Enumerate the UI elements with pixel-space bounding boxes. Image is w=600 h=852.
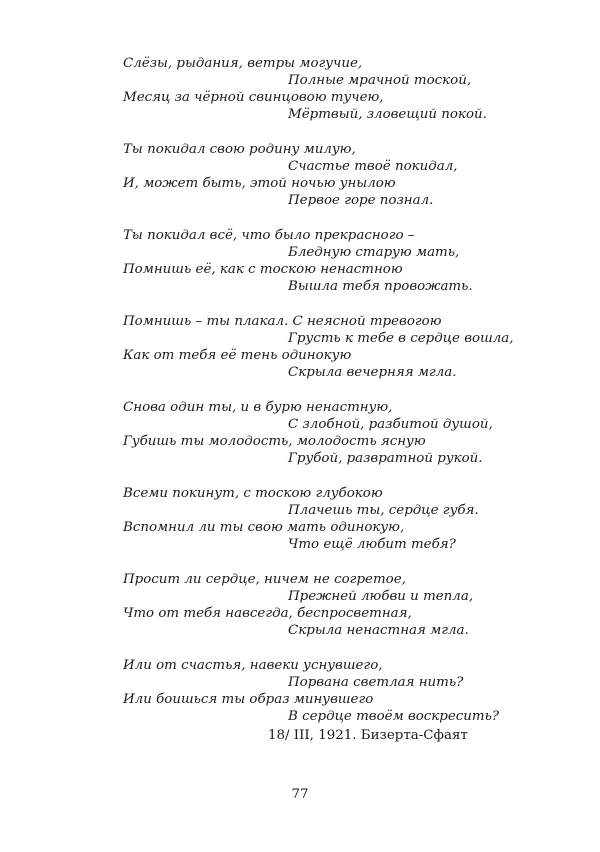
poem-line: Полные мрачной тоской, <box>288 73 472 88</box>
poem-line: Грусть к тебе в сердце вошла, <box>288 331 514 346</box>
page-number: 77 <box>291 787 309 802</box>
poem-line: В сердце твоём воскресить? <box>288 709 500 724</box>
poem-line: С злобной, разбитой душой, <box>288 417 493 432</box>
poem-line: Скрыла ненастная мгла. <box>288 623 469 638</box>
poem-line: Что ещё любит тебя? <box>288 537 456 552</box>
poem-line: Снова один ты, и в бурю ненастную, <box>123 400 393 415</box>
poem-line: Прежней любви и тепла, <box>288 589 474 604</box>
poem-line: Порвана светлая нить? <box>288 675 464 690</box>
poem-line: Первое горе познал. <box>288 193 434 208</box>
poem-line: Мёртвый, зловещий покой. <box>288 107 487 122</box>
poem-line: Слёзы, рыдания, ветры могучие, <box>123 56 363 71</box>
poem-line: Месяц за чёрной свинцовою тучею, <box>123 90 384 105</box>
poem-line: Вспомнил ли ты свою мать одинокую, <box>123 520 405 535</box>
poem-line: Плачешь ты, сердце губя. <box>288 503 479 518</box>
poem-line: Бледную старую мать, <box>288 245 460 260</box>
poem-line: Или боишься ты образ минувшего <box>123 692 374 707</box>
poem-line: Ты покидал свою родину милую, <box>123 142 356 157</box>
poem-line: Как от тебя её тень одинокую <box>123 348 352 363</box>
poem-line: Ты покидал всё, что было прекрасного – <box>123 228 415 243</box>
poem-line: Вышла тебя провожать. <box>288 279 473 294</box>
poem-line: Помнишь её, как с тоскою ненастною <box>123 262 403 277</box>
poem-line: Что от тебя навсегда, беспросветная, <box>123 606 412 621</box>
poem-line: Просит ли сердце, ничем не согретое, <box>123 572 406 587</box>
poem-line: И, может быть, этой ночью унылою <box>123 176 396 191</box>
poem-line: Помнишь – ты плакал. С неясной тревогою <box>123 314 442 329</box>
poem-line: Скрыла вечерняя мгла. <box>288 365 457 380</box>
poem-line: Губишь ты молодость, молодость ясную <box>123 434 426 449</box>
poem-line: Грубой, развратной рукой. <box>288 451 483 466</box>
poem-line: Всеми покинут, с тоскою глубокою <box>123 486 383 501</box>
poem-line: Счастье твоё покидал, <box>288 159 458 174</box>
poem-dateline: 18/ III, 1921. Бизерта-Сфаят <box>268 728 468 743</box>
poem-line: Или от счастья, навеки уснувшего, <box>123 658 383 673</box>
